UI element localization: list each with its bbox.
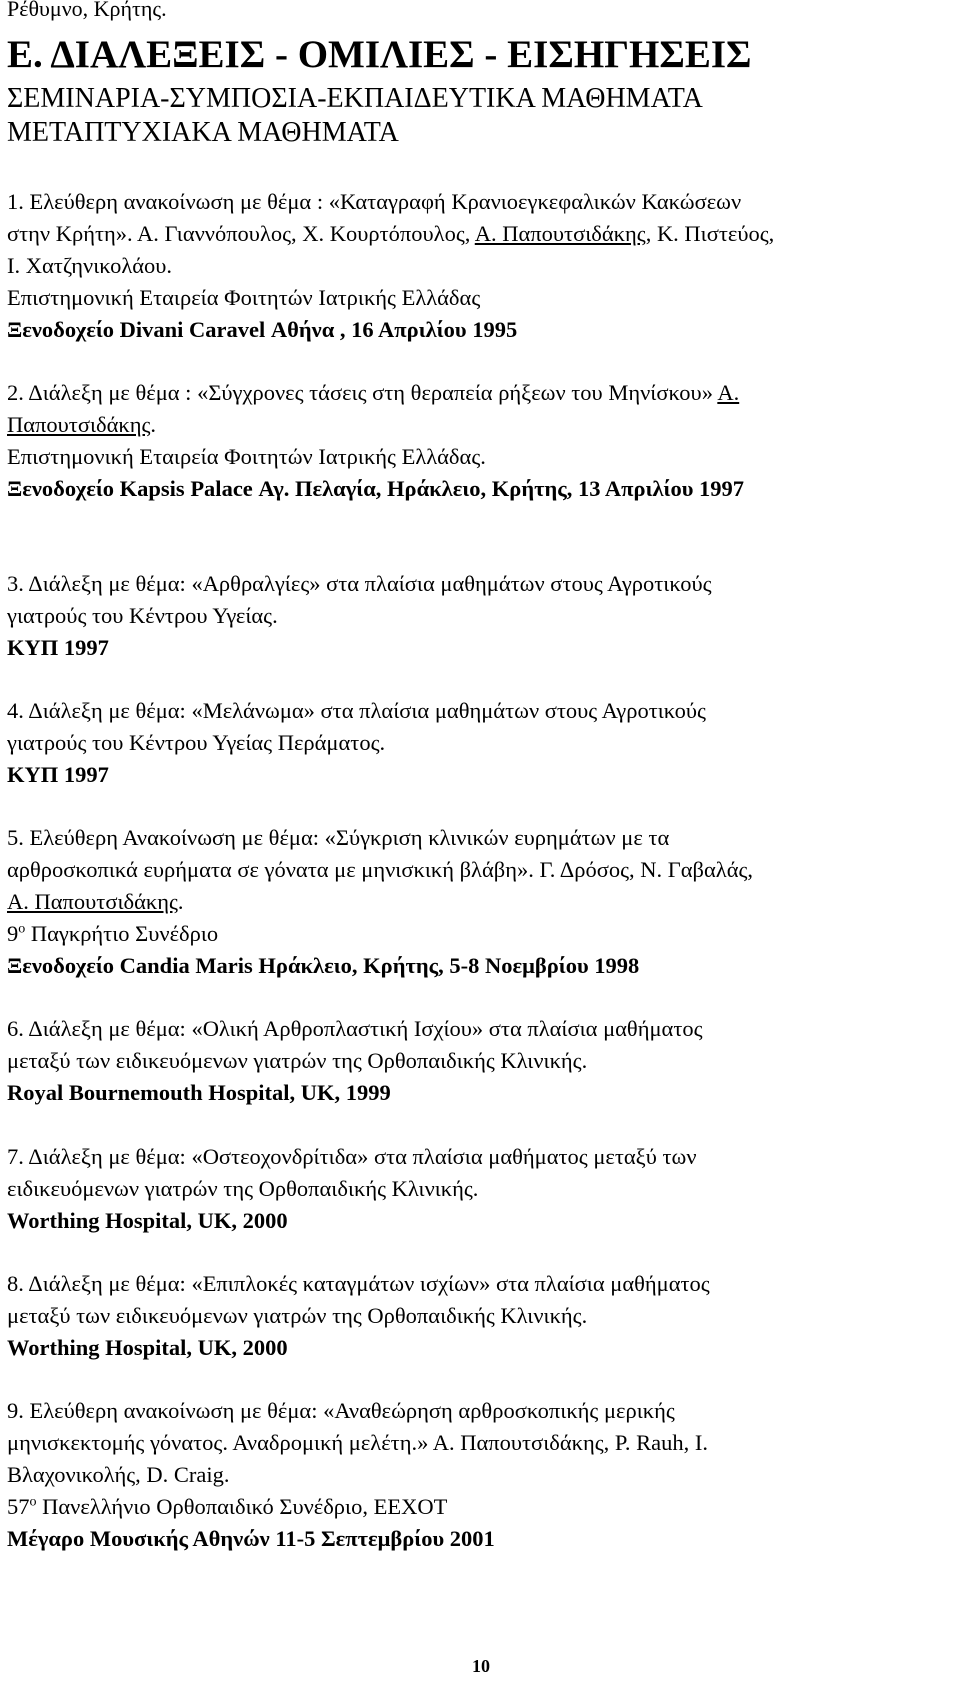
entry-line: γιατρούς του Κέντρου Υγείας Περάματος. [7,730,386,755]
entry-venue: Ξενοδοχείο Candia Maris Ηράκλειο, Κρήτης, 5-8 Νοεμβρίου 1998 [7,953,640,978]
ordinal-superscript: ο [18,921,26,937]
entry-line: 6. Διάλεξη με θέμα: «Ολική Αρθροπλαστική Ισχίου» στα πλαίσια μαθήματος [7,1016,703,1041]
page-number: 10 [472,1656,490,1676]
entry-1 [7,186,952,346]
entry-line: ειδικευόμενων γιατρών της Ορθοπαιδικής Κλινικής. [7,1176,479,1201]
entry-8 [7,1268,952,1364]
entry-4 [7,695,952,791]
section-subtitle-postgraduate: ΜΕΤΑΠΤΥΧΙΑΚΑ ΜΑΘΗΜΑΤΑ [7,117,399,148]
entry-text: 9 [7,921,19,946]
section-subtitle-seminars: ΣΕΜΙΝΑΡΙΑ-ΣΥΜΠΟΣΙΑ-ΕΚΠΑΙΔΕΥΤΙΚΑ ΜΑΘΗΜΑΤΑ [7,83,703,114]
entry-venue: Ξενοδοχείο Divani Caravel Αθήνα , 16 Απριλίου 1995 [7,317,518,342]
entry-9 [7,1395,952,1555]
entry-text: στην Κρήτη». Α. Γιαννόπουλος, Χ. Κουρτόπουλος, [7,221,475,246]
entry-text: . [150,412,157,437]
entry-text: 2. Διάλεξη με θέμα : «Σύγχρονες τάσεις στη θεραπεία ρήξεων του Μηνίσκου» [7,380,718,405]
entry-line: 5. Ελεύθερη Ανακοίνωση με θέμα: «Σύγκριση κλινικών ευρημάτων με τα [7,825,670,850]
entry-line: γιατρούς του Κέντρου Υγείας. [7,603,278,628]
entry-5 [7,822,952,982]
entry-line: 8. Διάλεξη με θέμα: «Επιπλοκές καταγμάτων ισχίων» στα πλαίσια μαθήματος [7,1271,710,1296]
entry-text: Πανελλήνιο Ορθοπαιδικό Συνέδριο, ΕΕΧΟΤ [36,1494,448,1519]
entry-6 [7,1013,952,1109]
entry-venue: Worthing Hospital, UK, 2000 [7,1208,288,1233]
entry-line [7,918,952,950]
entry-line: μεταξύ των ειδικευόμενων γιατρών της Ορθοπαιδικής Κλινικής. [7,1303,588,1328]
entry-line [7,886,952,918]
author-link[interactable]: Παπουτσιδάκης [7,412,151,437]
entry-line: 1. Ελεύθερη ανακοίνωση με θέμα : «Καταγραφή Κρανιοεγκεφαλικών Κακώσεων [7,189,742,214]
entry-2 [7,377,952,505]
entry-3 [7,568,952,664]
entry-text: 57 [7,1494,30,1519]
entry-line [7,409,952,441]
ordinal-superscript: ο [29,1494,37,1510]
entry-line: 7. Διάλεξη με θέμα: «Οστεοχονδρίτιδα» στα πλαίσια μαθήματος μεταξύ των [7,1144,697,1169]
entry-line: μηνισκεκτομής γόνατος. Αναδρομική μελέτη.» Α. Παπουτσιδάκης, P. Rauh, I. [7,1430,709,1455]
entry-line [7,377,952,409]
section-title: Ε. ΔΙΑΛΕΞΕΙΣ - ΟΜΙΛΙΕΣ - ΕΙΣΗΓΗΣΕΙΣ [7,33,752,76]
entry-line: Επιστημονική Εταιρεία Φοιτητών Ιατρικής Ελλάδας. [7,444,486,469]
entry-line [7,218,952,250]
entry-line: 4. Διάλεξη με θέμα: «Μελάνωμα» στα πλαίσια μαθημάτων στους Αγροτικούς [7,698,706,723]
entry-line: μεταξύ των ειδικευόμενων γιατρών της Ορθοπαιδικής Κλινικής. [7,1048,588,1073]
entry-line: Επιστημονική Εταιρεία Φοιτητών Ιατρικής Ελλάδας [7,285,481,310]
entry-venue: Royal Bournemouth Hospital, UK, 1999 [7,1080,391,1105]
entry-line [7,1491,952,1523]
entry-venue: ΚΥΠ 1997 [7,635,109,660]
entry-7 [7,1141,952,1237]
entry-text: , Κ. Πιστεύος, [645,221,775,246]
entry-line: Ι. Χατζηνικολάου. [7,253,173,278]
author-link[interactable]: Α. Παπουτσιδάκης [7,889,178,914]
entry-line: 9. Ελεύθερη ανακοίνωση με θέμα: «Αναθεώρηση αρθροσκοπικής μερικής [7,1398,675,1423]
entry-venue: Worthing Hospital, UK, 2000 [7,1335,288,1360]
entry-line: 3. Διάλεξη με θέμα: «Αρθραλγίες» στα πλαίσια μαθημάτων στους Αγροτικούς [7,571,712,596]
entry-venue: ΚΥΠ 1997 [7,762,109,787]
entry-text: . [177,889,184,914]
author-link[interactable]: Α. Παπουτσιδάκης [474,221,646,246]
entry-line: Βλαχονικολής, D. Craig. [7,1462,230,1487]
author-link[interactable]: Α. [717,380,740,405]
entry-text: Παγκρήτιο Συνέδριο [25,921,219,946]
entry-line: αρθροσκοπικά ευρήματα σε γόνατα με μηνισκική βλάβη». Γ. Δρόσος, Ν. Γαβαλάς, [7,857,754,882]
entry-venue: Μέγαρο Μουσικής Αθηνών 11-5 Σεπτεμβρίου 2001 [7,1526,495,1551]
location-line: Ρέθυμνο, Κρήτης. [7,0,167,21]
entry-venue: Ξενοδοχείο Kapsis Palace Αγ. Πελαγία, Ηράκλειο, Κρήτης, 13 Απριλίου 1997 [7,476,745,501]
